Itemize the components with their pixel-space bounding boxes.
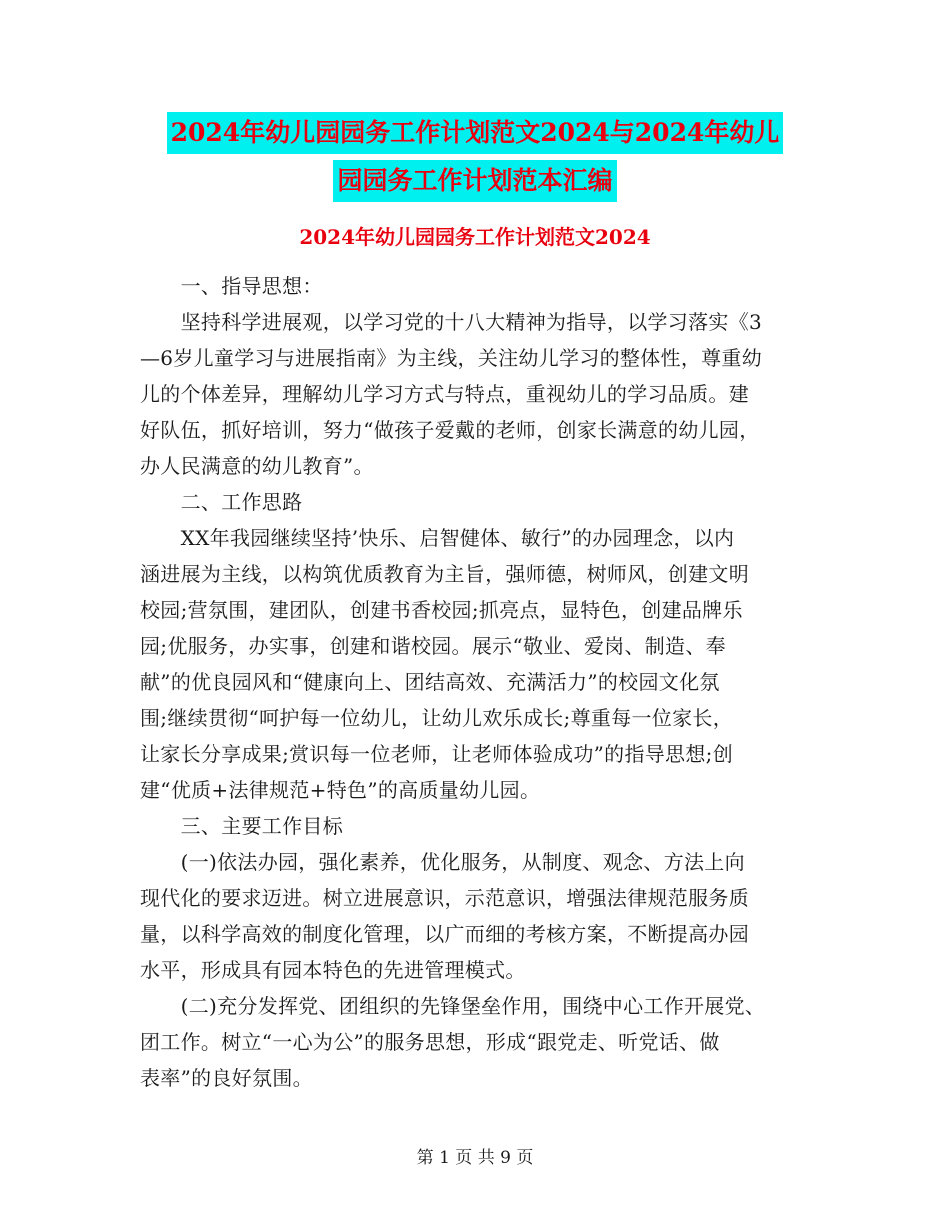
paragraph — [140, 304, 812, 484]
paragraph-line: 团工作。树立“一心为公”的服务思想，形成“跟党走、听党话、做 — [140, 1030, 720, 1054]
paragraph-line: 量，以科学高效的制度化管理，以广而细的考核方案，不断提高办园 — [140, 922, 749, 946]
paragraph-line: 表率”的良好氛围。 — [140, 1066, 313, 1090]
paragraph-line: 三、主要工作目标 — [140, 814, 343, 838]
paragraph-line: XX年我园继续坚持’快乐、启智健体、敏行”的办园理念，以内 — [140, 526, 735, 550]
paragraph — [140, 988, 812, 1096]
paragraph-line: 好队伍，抓好培训，努力“做孩子爱戴的老师，创家长满意的幼儿园， — [140, 418, 760, 442]
paragraph — [140, 484, 812, 520]
paragraph-line: 涵进展为主线，以构筑优质教育为主旨，强师德，树师风，创建文明 — [140, 562, 749, 586]
paragraph — [140, 268, 812, 304]
paragraph-line: 水平，形成具有园本特色的先进管理模式。 — [140, 958, 526, 982]
paragraph-line: 二、工作思路 — [140, 490, 303, 514]
title-line-1: 2024年幼儿园园务工作计划范文2024与2024年幼儿 — [167, 112, 784, 154]
paragraph-line: 园;优服务，办实事，创建和谐校园。展示“敬业、爱岗、制造、奉 — [140, 634, 726, 658]
document-title — [140, 112, 810, 208]
paragraph-line: 校园;营氛围，建团队，创建书香校园;抓亮点，显特色，创建品牌乐 — [140, 598, 743, 622]
document-body — [140, 268, 812, 1096]
paragraph-line: 献”的优良园风和“健康向上、团结高效、充满活力”的校园文化氛 — [140, 670, 720, 694]
paragraph-line: (二)充分发挥党、团组织的先锋堡垒作用，围绕中心工作开展党、 — [140, 994, 766, 1018]
paragraph — [140, 808, 812, 844]
paragraph-line: 办人民满意的幼儿教育”。 — [140, 454, 374, 478]
paragraph-line: (一)依法办园，强化素养，优化服务，从制度、观念、方法上向 — [140, 850, 745, 874]
paragraph-line: —6岁儿童学习与进展指南》为主线，关注幼儿学习的整体性，尊重幼 — [140, 346, 763, 370]
paragraph-line: 让家长分享成果;赏识每一位老师，让老师体验成功”的指导思想;创 — [140, 742, 734, 766]
page-footer: 第 1 页 共 9 页 — [416, 1148, 534, 1168]
paragraph — [140, 520, 812, 808]
paragraph-line: 围;继续贯彻“呵护每一位幼儿，让幼儿欢乐成长;尊重每一位家长， — [140, 706, 734, 730]
title-line-2: 园园务工作计划范本汇编 — [333, 160, 616, 202]
section-subtitle: 2024年幼儿园园务工作计划范文2024 — [299, 225, 651, 249]
paragraph-line: 儿的个体差异，理解幼儿学习方式与特点，重视幼儿的学习品质。建 — [140, 382, 749, 406]
paragraph-line: 坚持科学进展观，以学习党的十八大精神为指导，以学习落实《3 — [140, 310, 763, 334]
paragraph-line: 建“优质+法律规范+特色”的高质量幼儿园。 — [140, 778, 541, 802]
paragraph-line: 现代化的要求迈进。树立进展意识，示范意识，增强法律规范服务质 — [140, 886, 749, 910]
paragraph — [140, 844, 812, 988]
paragraph-line: 一、指导思想： — [140, 274, 323, 298]
